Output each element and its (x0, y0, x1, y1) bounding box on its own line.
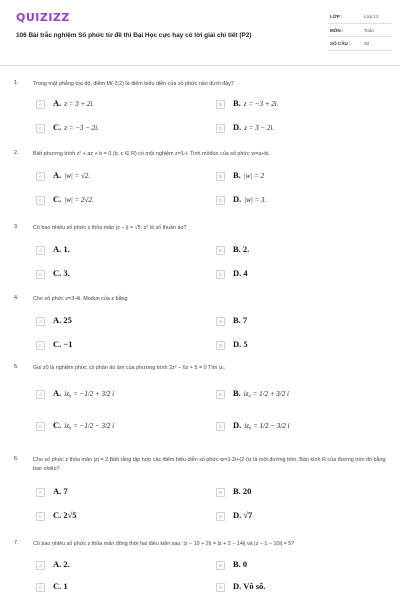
question-number: 5. (14, 364, 19, 370)
option-marker: C (36, 124, 45, 133)
option-letter: D. (233, 194, 242, 204)
question-text: Có bao nhiêu số phức z thỏa mãn |z − i| = √5; z² là số thuần ảo? (33, 225, 187, 231)
option-marker: D (216, 270, 225, 279)
option-c[interactable] (36, 510, 186, 524)
option-letter: A. 1. (53, 244, 70, 254)
option-marker: B (216, 246, 225, 255)
option-text: z = −3 + 2i. (243, 100, 279, 108)
option-a[interactable] (36, 244, 186, 258)
info-row-subject (328, 24, 392, 38)
document-header (0, 0, 400, 66)
option-letter: D. 4 (233, 268, 248, 278)
option-text: z = −3 − 2i. (64, 124, 99, 132)
option-marker: D (216, 583, 225, 592)
option-marker: C (36, 512, 45, 521)
option-marker: D (216, 196, 225, 205)
option-b[interactable] (216, 486, 366, 500)
option-a[interactable] (36, 486, 186, 500)
option-marker: B (216, 390, 225, 399)
option-letter: A. 2. (53, 559, 70, 569)
option-c[interactable] (36, 268, 186, 282)
option-b[interactable] (216, 388, 366, 402)
option-marker: B (216, 561, 225, 570)
option-marker: D (216, 124, 225, 133)
option-letter: C. −1 (53, 339, 73, 349)
question-number: 4. (14, 295, 19, 301)
option-marker: B (216, 172, 225, 181)
option-letter: A. (53, 170, 62, 180)
option-c[interactable] (36, 194, 186, 208)
option-c[interactable] (36, 122, 186, 136)
option-letter: B. 0 (233, 559, 248, 569)
info-value: Lớp 12 (364, 14, 379, 19)
option-d[interactable] (216, 194, 366, 208)
option-letter: A. (53, 388, 62, 398)
option-d[interactable] (216, 420, 366, 434)
option-b[interactable] (216, 98, 366, 112)
option-letter: B. 2. (233, 244, 250, 254)
option-marker: C (36, 270, 45, 279)
info-value: 30 (364, 41, 370, 46)
option-text: iz₀ = −1/2 − 3/2 i (64, 422, 115, 430)
option-text: z = 3 − 2i. (244, 124, 275, 132)
option-marker: B (216, 317, 225, 326)
option-a[interactable] (36, 388, 186, 402)
option-b[interactable] (216, 559, 366, 573)
question-text: Cho số phức z=3-4i. Modun của z bằng (33, 296, 128, 302)
option-letter: C. 1 (53, 581, 68, 591)
option-marker: C (36, 422, 45, 431)
option-text: iz₀ = −1/2 + 3/2 i (64, 390, 115, 398)
option-marker: A (36, 488, 45, 497)
option-c[interactable] (36, 581, 186, 595)
option-marker: D (216, 341, 225, 350)
option-letter: B. 20 (233, 486, 252, 496)
question-text: Cho số phức z thỏa mãn |z| = 2 Biết rằng tập hợp các điểm biểu diễn số phức w=3-2i+(2-i)z là một đường tròn. Bán kính R của đường tròn đó bằng bao nhiêu? (33, 457, 386, 472)
info-value: Toán (364, 27, 374, 33)
question-text: Có bao nhiêu số phức z thỏa mãn đồng thời hai điều kiện sau: |z − 10 + 2i| = |z + 2 − 14i| và |z − 1 − 10i| = 5? (33, 541, 295, 547)
option-b[interactable] (216, 170, 366, 184)
option-marker: A (36, 100, 45, 109)
option-a[interactable] (36, 315, 186, 329)
option-a[interactable] (36, 559, 186, 573)
option-d[interactable] (216, 122, 366, 136)
option-marker: A (36, 172, 45, 181)
option-letter: D. (233, 122, 242, 132)
option-d[interactable] (216, 581, 366, 595)
option-letter: C. 2√5 (53, 510, 77, 520)
option-b[interactable] (216, 315, 366, 329)
option-text: |w| = 2√2. (64, 196, 94, 204)
option-marker: C (36, 196, 45, 205)
option-letter: A. 25 (53, 315, 72, 325)
option-letter: A. 7 (53, 486, 68, 496)
question-number: 6. (14, 456, 19, 462)
document-title: 106 Bài trắc nghiệm Số phức từ đề thi Đại Học cực hay có lời giải chi tiết (P2) (16, 32, 252, 39)
option-marker: A (36, 561, 45, 570)
question-number: 3. (14, 224, 19, 230)
option-text: |w| = 2 (243, 172, 265, 180)
option-marker: B (216, 100, 225, 109)
option-letter: C. (53, 420, 62, 430)
info-label: SỐ CÂU : (330, 41, 351, 46)
option-d[interactable] (216, 268, 366, 282)
question-text: Gọi z0 là nghiệm phức có phần ảo âm của phương trình 2z² − 6z + 5 = 0 Tìm iz₀ (33, 365, 225, 371)
option-b[interactable] (216, 244, 366, 258)
info-row-count (328, 37, 392, 51)
option-marker: A (36, 317, 45, 326)
question-number: 7. (14, 540, 19, 546)
option-marker: D (216, 422, 225, 431)
option-letter: D. Vô số. (233, 581, 266, 591)
option-text: iz₀ = 1/2 − 3/2 i (244, 422, 290, 430)
option-text: iz₀ = 1/2 + 3/2 i (243, 390, 289, 398)
question-text: Trong mặt phẳng tọa độ, điểm M(-3;2) là điểm biểu diễn của số phức nào dưới đây? (33, 81, 234, 87)
option-marker: C (36, 583, 45, 592)
option-a[interactable] (36, 170, 186, 184)
option-c[interactable] (36, 339, 186, 353)
option-text: |w| = √2. (64, 172, 91, 180)
option-text: z = 3 + 2i. (64, 100, 95, 108)
option-letter: D. 5 (233, 339, 248, 349)
option-letter: D. (233, 420, 242, 430)
question-number: 1. (14, 80, 19, 86)
info-label: LỚP : (330, 14, 343, 19)
option-d[interactable] (216, 339, 366, 353)
option-marker: A (36, 246, 45, 255)
option-marker: D (216, 512, 225, 521)
question-text: Biết phương trình z² + az + b = 0 (b, c ∈ R) có một nghiệm z=1-i. Tính môđun của số phức w=a+bi. (33, 151, 271, 157)
option-letter: D. √7 (233, 510, 253, 520)
option-marker: B (216, 488, 225, 497)
quizizz-logo: QUIZIZZ (16, 11, 70, 24)
info-label: MÔN : (330, 27, 344, 33)
option-marker: A (36, 390, 45, 399)
option-letter: B. 7 (233, 315, 248, 325)
option-a[interactable] (36, 98, 186, 112)
option-marker: C (36, 341, 45, 350)
option-letter: A. (53, 98, 62, 108)
option-letter: C. (53, 194, 62, 204)
option-d[interactable] (216, 510, 366, 524)
info-row-class (328, 10, 392, 24)
option-c[interactable] (36, 420, 186, 434)
option-letter: B. (233, 170, 241, 180)
option-text: |w| = 3. (244, 196, 267, 204)
option-letter: C. 3. (53, 268, 70, 278)
info-table (328, 10, 392, 51)
option-letter: B. (233, 388, 241, 398)
question-number: 2. (14, 150, 19, 156)
option-letter: B. (233, 98, 241, 108)
option-letter: C. (53, 122, 62, 132)
